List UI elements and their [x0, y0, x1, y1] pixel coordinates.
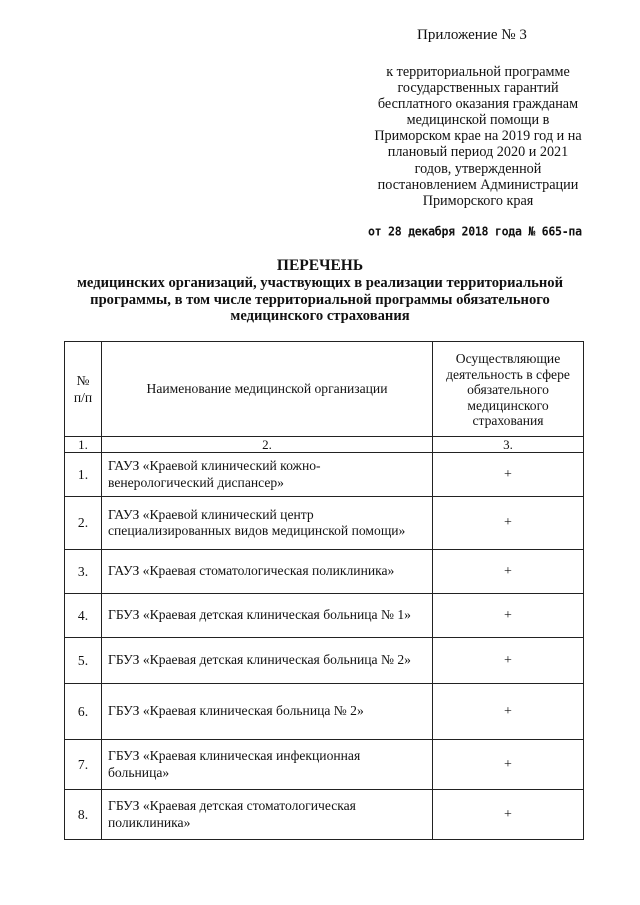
appendix-description: [352, 64, 604, 209]
organization-name: [102, 638, 433, 684]
appendix-title: Приложение № 3: [417, 27, 527, 43]
organizations-table: [64, 341, 584, 840]
appendix-line: медицинской помощи в: [406, 112, 550, 129]
table-row: [65, 497, 584, 550]
document-title: ПЕРЕЧЕНЬ: [276, 257, 364, 274]
appendix-line: годов, утвержденной: [414, 160, 542, 177]
oms-flag: +: [433, 790, 584, 840]
subtitle-line: программы, в том числе территориальной программы обязательного: [90, 291, 550, 308]
oms-flag: +: [433, 638, 584, 684]
oms-flag: +: [433, 550, 584, 594]
appendix-line: постановлением Администрации: [377, 176, 579, 193]
row-number: 6.: [65, 684, 102, 740]
table-row: [65, 684, 584, 740]
row-number: 7.: [65, 740, 102, 790]
organization-name: [102, 453, 433, 497]
organization-name-line: ГАУЗ «Краевой клинический центр: [108, 506, 314, 522]
row-number: 2.: [65, 497, 102, 550]
row-number: 5.: [65, 638, 102, 684]
organization-name: [102, 594, 433, 638]
header-number: [65, 342, 102, 437]
oms-flag: +: [433, 497, 584, 550]
header-number-line: п/п: [73, 390, 93, 405]
organization-name-line: специализированных видов медицинской помощи»: [108, 523, 406, 538]
organization-name-line: ГАУЗ «Краевой клинический кожно-: [108, 458, 321, 473]
header-activity-line: деятельность в сфере: [446, 366, 570, 382]
appendix-line: плановый период 2020 и 2021: [387, 144, 569, 161]
table-header-row: [65, 342, 584, 437]
organization-name: [102, 550, 433, 594]
organization-name-line: ГБУЗ «Краевая детская стоматологическая: [108, 798, 356, 813]
document-heading: [40, 257, 600, 325]
header-activity-line: страхования: [472, 413, 544, 429]
column-index: 2.: [102, 437, 433, 453]
oms-flag: +: [433, 740, 584, 790]
row-number: 8.: [65, 790, 102, 840]
row-number: 3.: [65, 550, 102, 594]
organization-name-line: поликлиника»: [108, 814, 191, 830]
column-index-row: [65, 437, 584, 453]
subtitle-line: медицинского страхования: [230, 308, 410, 325]
table-row: [65, 740, 584, 790]
decree-reference: от 28 декабря 2018 года № 665-па: [368, 223, 582, 239]
organization-name-line: ГБУЗ «Краевая детская клиническая больница № 2»: [108, 652, 411, 668]
organization-name: [102, 497, 433, 550]
row-number: 4.: [65, 594, 102, 638]
organization-name: [102, 684, 433, 740]
organization-name: [102, 790, 433, 840]
appendix-line: государственных гарантий: [397, 80, 559, 97]
header-name: Наименование медицинской организации: [102, 342, 433, 437]
row-number: 1.: [65, 453, 102, 497]
oms-flag: +: [433, 453, 584, 497]
organization-name-line: ГБУЗ «Краевая детская клиническая больница № 1»: [108, 607, 411, 623]
organization-name-line: ГБУЗ «Краевая клиническая инфекционная: [108, 748, 361, 763]
column-index: 1.: [65, 437, 102, 453]
organization-name: [102, 740, 433, 790]
oms-flag: +: [433, 594, 584, 638]
header-activity: [433, 342, 584, 437]
table-row: [65, 453, 584, 497]
oms-flag: +: [433, 684, 584, 740]
table-row: [65, 594, 584, 638]
header-activity-line: Осуществляющие: [455, 351, 561, 367]
table-row: [65, 790, 584, 840]
table-row: [65, 550, 584, 594]
document-subtitle: [40, 275, 600, 325]
organization-name-line: венерологический диспансер»: [108, 474, 284, 490]
organization-name-line: больница»: [108, 764, 170, 780]
column-index: 3.: [433, 437, 584, 453]
subtitle-line: медицинских организаций, участвующих в реализации территориальной: [76, 275, 563, 291]
appendix-line: Приморского края: [422, 192, 534, 209]
header-activity-line: обязательного: [467, 382, 549, 398]
organization-name-line: ГАУЗ «Краевая стоматологическая поликлиника»: [108, 563, 395, 579]
table-row: [65, 638, 584, 684]
appendix-line: Приморском крае на 2019 год и на: [374, 128, 582, 145]
header-activity-line: медицинского: [467, 397, 549, 413]
appendix-line: бесплатного оказания гражданам: [377, 96, 579, 113]
appendix-line: к территориальной программе: [386, 64, 570, 80]
organization-name-line: ГБУЗ «Краевая клиническая больница № 2»: [108, 703, 364, 719]
header-number-line: №: [76, 373, 90, 388]
